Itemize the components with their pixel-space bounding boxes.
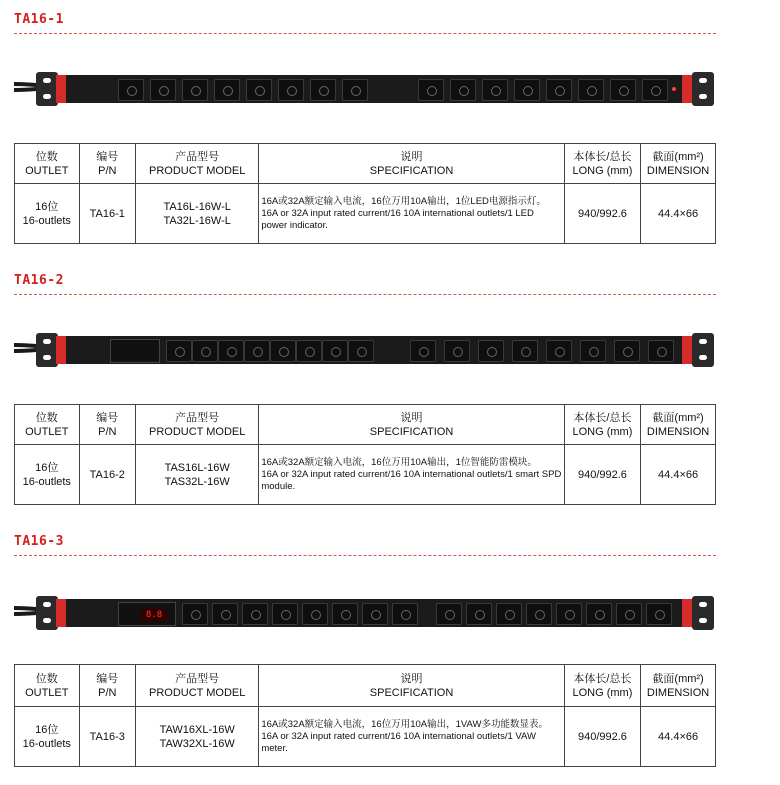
divider — [14, 555, 716, 556]
endcap-right — [682, 336, 692, 364]
led-indicator-icon — [672, 87, 676, 91]
product-section-ta16-3 — [0, 534, 780, 784]
header-pn: 编号 P/N — [79, 405, 135, 445]
cell-outlet: 16位 16-outlets — [15, 445, 80, 505]
pdu-body — [66, 336, 682, 364]
vaw-meter-module — [118, 602, 176, 626]
section-title: TA16-2 — [14, 273, 64, 288]
endcap-right — [682, 75, 692, 103]
pdu-image-ta16-1 — [14, 70, 716, 110]
mount-bracket-left — [36, 333, 58, 367]
cell-outlet: 16位 16-outlets — [15, 707, 80, 767]
spec-table — [14, 143, 716, 244]
mount-bracket-right — [692, 596, 714, 630]
table-row — [15, 184, 716, 244]
product-section-ta16-1 — [0, 12, 780, 252]
table-row — [15, 445, 716, 505]
mount-bracket-left — [36, 596, 58, 630]
header-pn: 编号 P/N — [79, 665, 135, 707]
cell-pn: TA16-2 — [79, 445, 135, 505]
cell-model: TA16L-16W-L TA32L-16W-L — [136, 184, 259, 244]
header-length: 本体长/总长 LONG (mm) — [564, 665, 640, 707]
header-outlet: 位数 OUTLET — [15, 144, 80, 184]
divider — [14, 294, 716, 295]
section-title: TA16-1 — [14, 12, 64, 27]
cell-length: 940/992.6 — [564, 707, 640, 767]
header-outlet: 位数 OUTLET — [15, 665, 80, 707]
header-model: 产品型号 PRODUCT MODEL — [136, 144, 259, 184]
mount-bracket-left — [36, 72, 58, 106]
cell-length: 940/992.6 — [564, 184, 640, 244]
header-model: 产品型号 PRODUCT MODEL — [136, 665, 259, 707]
cell-length: 940/992.6 — [564, 445, 640, 505]
pdu-body — [66, 599, 682, 627]
pdu-image-ta16-2 — [14, 329, 716, 369]
table-header-row — [15, 144, 716, 184]
endcap-left — [56, 336, 66, 364]
header-spec: 说明 SPECIFICATION — [259, 405, 564, 445]
spd-module — [110, 339, 160, 363]
cell-dimension: 44.4×66 — [641, 184, 716, 244]
cell-model: TAW16XL-16W TAW32XL-16W — [136, 707, 259, 767]
endcap-left — [56, 75, 66, 103]
header-dimension: 截面(mm²) DIMENSION — [641, 405, 716, 445]
table-header-row — [15, 405, 716, 445]
header-model: 产品型号 PRODUCT MODEL — [136, 405, 259, 445]
header-dimension: 截面(mm²) DIMENSION — [641, 665, 716, 707]
header-dimension: 截面(mm²) DIMENSION — [641, 144, 716, 184]
cell-model: TAS16L-16W TAS32L-16W — [136, 445, 259, 505]
meter-display-icon: 8.8 — [141, 609, 167, 621]
header-outlet: 位数 OUTLET — [15, 405, 80, 445]
section-title: TA16-3 — [14, 534, 64, 549]
cell-dimension: 44.4×66 — [641, 707, 716, 767]
cell-spec: 16A或32A额定输入电流，16位万用10A输出，1VAW多功能数显表。 16A or 32A input rated current/16 10A international outlets/1 VAW meter. — [259, 707, 564, 767]
header-spec: 说明 SPECIFICATION — [259, 665, 564, 707]
header-length: 本体长/总长 LONG (mm) — [564, 144, 640, 184]
cell-pn: TA16-3 — [79, 707, 135, 767]
product-section-ta16-2 — [0, 273, 780, 513]
endcap-right — [682, 599, 692, 627]
cell-spec: 16A或32A额定输入电流，16位万用10A输出，1位LED电源指示灯。 16A or 32A input rated current/16 10A international outlets/1 LED power indicator. — [259, 184, 564, 244]
pdu-body — [66, 75, 682, 103]
endcap-left — [56, 599, 66, 627]
mount-bracket-right — [692, 72, 714, 106]
header-length: 本体长/总长 LONG (mm) — [564, 405, 640, 445]
spec-table — [14, 404, 716, 505]
cell-outlet: 16位 16-outlets — [15, 184, 80, 244]
cell-pn: TA16-1 — [79, 184, 135, 244]
cell-spec: 16A或32A额定输入电流，16位万用10A输出，1位智能防雷模块。 16A or 32A input rated current/16 10A international outlets/1 smart SPD module. — [259, 445, 564, 505]
table-header-row — [15, 665, 716, 707]
header-pn: 编号 P/N — [79, 144, 135, 184]
divider — [14, 33, 716, 34]
table-row — [15, 707, 716, 767]
spec-table — [14, 664, 716, 767]
mount-bracket-right — [692, 333, 714, 367]
header-spec: 说明 SPECIFICATION — [259, 144, 564, 184]
cell-dimension: 44.4×66 — [641, 445, 716, 505]
pdu-image-ta16-3 — [14, 592, 716, 632]
